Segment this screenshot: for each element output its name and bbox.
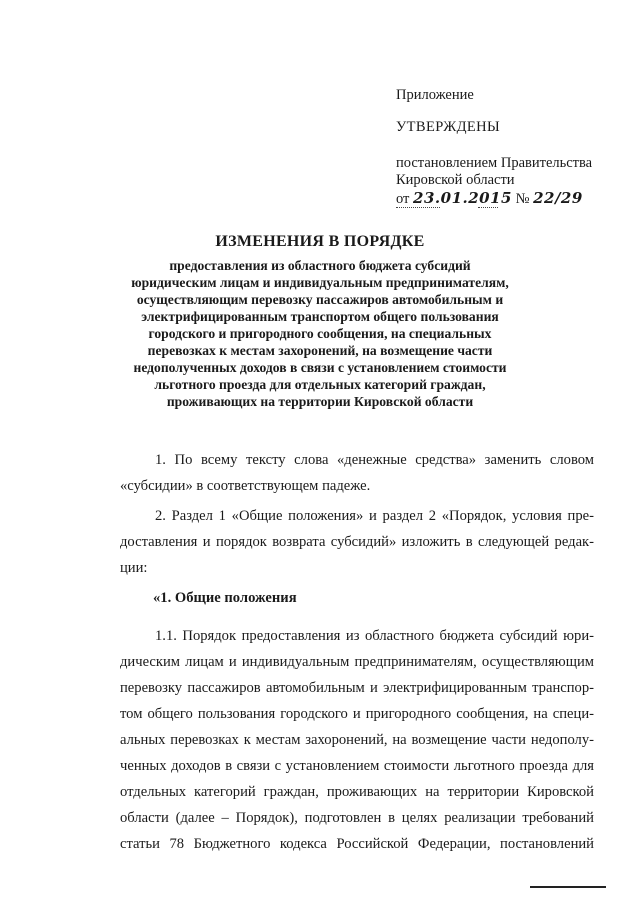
title-line: недополученных доходов в связи с установлением стоимости (133, 360, 507, 375)
date-prefix: от (396, 191, 410, 207)
number-underline (478, 206, 498, 208)
date-underline (396, 206, 440, 208)
paragraph-3-line: альных перевозках к местам захоронений, на возмещение части недополу- (120, 732, 594, 748)
title-line: проживающих на территории Кировской области (166, 394, 474, 409)
decree-line-2: Кировской области (396, 172, 515, 188)
paragraph-3-line: области (далее – Порядок), подготовлен в целях реализации требований (120, 810, 594, 826)
paragraph-3-line: том общего пользования городского и пригородного сообщения, на специ- (120, 706, 594, 722)
paragraph-3-line: ченных доходов в связи с установлением стоимости льготного проезда для (120, 758, 594, 774)
title-line: городского и пригородного сообщения, на специальных (148, 326, 492, 341)
title-line: льготного проезда для отдельных категорий граждан, (154, 377, 486, 392)
document-title: ИЗМЕНЕНИЯ В ПОРЯДКЕ (215, 233, 425, 250)
decree-line-1: постановлением Правительства (396, 155, 593, 171)
title-line: электрифицированным транспортом общего пользования (141, 309, 499, 324)
title-line: осуществляющим перевозку пассажиров автомобильным и (136, 292, 504, 307)
section-heading: «1. Общие положения (153, 590, 297, 606)
number-sign: № (515, 191, 530, 207)
paragraph-1-line: 1. По всему тексту слова «денежные средства» заменить словом (155, 452, 594, 468)
handwritten-number: 22/29 (533, 189, 583, 207)
bottom-rule (530, 886, 606, 888)
handwritten-date: 23.01.2015 (413, 189, 512, 207)
title-line: юридическим лицам и индивидуальным предпринимателям, (131, 275, 509, 290)
paragraph-2-line: доставления и порядок возврата субсидий» изложить в следующей редак- (120, 534, 594, 550)
paragraph-3-line: 1.1. Порядок предоставления из областного бюджета субсидий юри- (155, 628, 594, 644)
appendix-label: Приложение (396, 87, 474, 103)
paragraph-3-line: статьи 78 Бюджетного кодекса Российской Федерации, постановлений (120, 836, 594, 852)
paragraph-2-line: ции: (120, 560, 148, 576)
paragraph-3-line: отдельных категорий граждан, проживающих на территории Кировской (120, 784, 594, 800)
title-line: перевозках к местам захоронений, на возмещение части (147, 343, 493, 358)
title-line: предоставления из областного бюджета субсидий (169, 258, 471, 273)
approved-label: УТВЕРЖДЕНЫ (396, 119, 501, 135)
paragraph-1-line: «субсидии» в соответствующем падеже. (120, 478, 371, 494)
paragraph-3-line: перевозку пассажиров автомобильным и электрифицированным транспор- (120, 680, 594, 696)
paragraph-2-line: 2. Раздел 1 «Общие положения» и раздел 2 «Порядок, условия пре- (155, 508, 594, 524)
paragraph-3-line: дическим лицам и индивидуальным предпринимателям, осуществляющим (120, 654, 594, 670)
